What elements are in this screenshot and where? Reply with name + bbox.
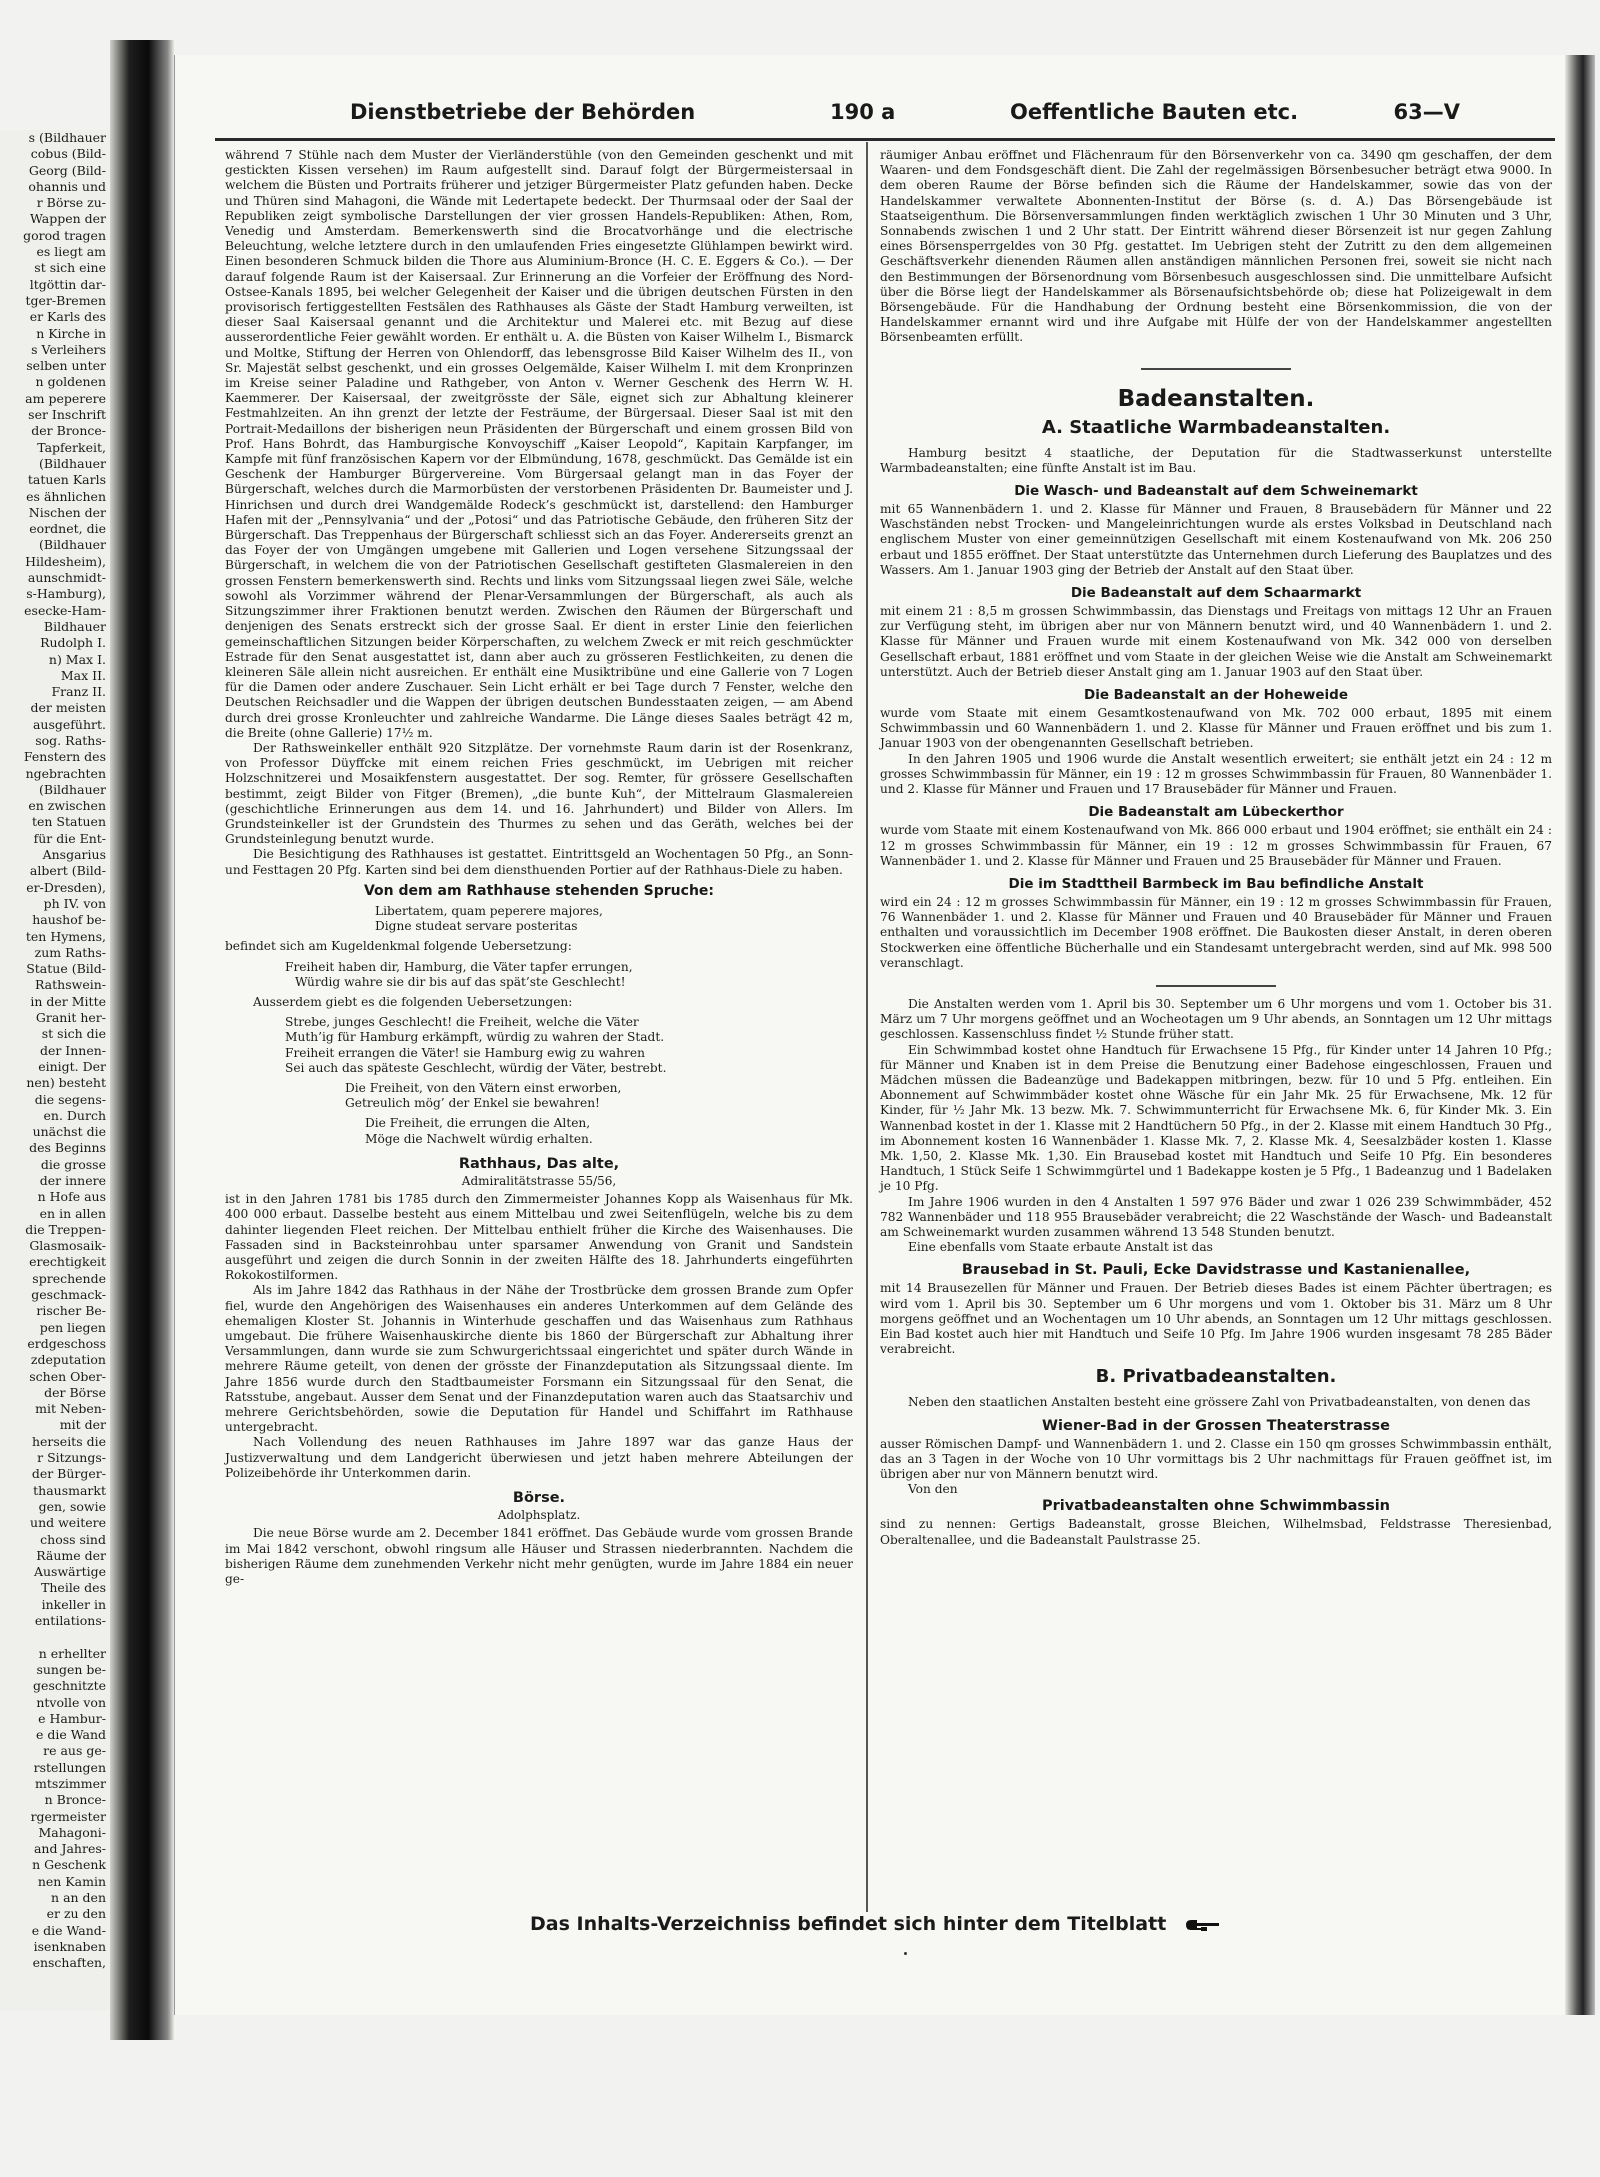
fragment-line: mit der <box>59 1417 106 1433</box>
paragraph: In den Jahren 1905 und 1906 wurde die Anstalt wesentlich erweitert; sie enthält jetzt ein 24 : 12 m grosses Schwimmbassin für Männer, ein 19 : 12 m grosses Schwimmbassin für Frauen, 80 Wannenbäder 1. und 2. Klasse für Männer und Frauen und 17 Brausebäder für Männer und Frauen. <box>880 751 1552 797</box>
page-number: 63—V <box>1393 100 1460 124</box>
fragment-line: aunschmidt- <box>27 570 106 586</box>
fragment-line: der meisten <box>30 700 106 716</box>
fragment-line: n Kirche in <box>36 325 106 341</box>
fragment-line: Franz II. <box>51 684 106 700</box>
fragment-line: n Geschenk <box>32 1857 106 1873</box>
bath-title: Wiener-Bad in der Grossen Theaterstrasse <box>1042 1417 1390 1434</box>
fragment-line: Auswärtige <box>33 1564 106 1580</box>
bath-title: Die Badeanstalt auf dem Schaarmarkt <box>1070 585 1362 602</box>
fragment-line: ngebrachten <box>25 765 106 781</box>
fragment-line: herseits die <box>31 1433 106 1449</box>
bath-title: Die im Stadttheil Barmbeck im Bau befindliche Anstalt <box>1008 875 1424 892</box>
verse-line: Digne studeat servare posteritas <box>375 919 578 934</box>
fragment-line: der Bürger- <box>31 1466 106 1482</box>
fragment-line: choss sind <box>40 1531 106 1547</box>
fragment-line: zdeputation <box>30 1352 106 1368</box>
fragment-line: Hildesheim), <box>25 553 106 569</box>
verse-line: Die Freiheit, die errungen die Alten, <box>365 1116 591 1131</box>
paragraph: Neben den staatlichen Anstalten besteht eine grössere Zahl von Privatbadeanstalten, von denen das <box>908 1395 1531 1410</box>
bath-title: Privatbadeanstalten ohne Schwimmbassin <box>1041 1498 1390 1515</box>
fragment-line: mit Neben- <box>35 1401 106 1417</box>
fragment-line: gen, sowie <box>38 1498 106 1514</box>
fragment-line: e die Wand- <box>31 1922 106 1938</box>
paragraph: Nach Vollendung des neuen Rathhauses im Jahre 1897 war das ganze Haus der Justizverwaltung und dem Landgericht überwiesen und jetzt haben mehrere Abteilungen der Polizeibehörde ihr Unterkommen darin. <box>225 1435 853 1480</box>
fragment-line: pen liegen <box>39 1319 106 1335</box>
fragment-line: tatuen Karls <box>27 472 106 488</box>
fragment-line: st sich eine <box>34 260 106 276</box>
paragraph: während 7 Stühle nach dem Muster der Vierländerstühle (von den Gemeinden geschenkt und mit gestickten Kissen versehen) im Raum aufgestellt sind. Darauf folgt der Bürgermeistersaal in welchem die Büsten und Portraits früherer und jetziger Bürgermeister Platz gefunden haben. Decke und Thüren sind Mahagoni, die Wände mit Ledertapete bedeckt. Der Thurmsaal oder der Saal der Republiken zeigt symbolische Darstellungen der vier grossen Handels-Republiken: Athen, Rom, Venedig und Amsterdam. Bemerkenswerth sind die Brocatvorhänge und die electrische Beleuchtung, welche letztere durch in den umlaufenden Fries eingesetzte Glühlampen bewirkt wird. Einen besonderen Schmuck bilden die Thore aus Aluminium-Bronce (H. C. E. Eggers & Co.). — Der darauf folgende Raum ist der Kaisersaal. Zur Erinnerung an die Vorfeier der Eröffnung des Nord-Ostsee-Kanals 1895, bei welcher Gelegenheit der Kaiser und die übrigen deutschen Fürsten in den provisorisch fertiggestellten Festsälen des Rathhauses als Gäste der Stadt Hamburg verweilten, ist dieser Saal Kaisersaal genannt und die Architektur und Malerei etc. mit Bezug auf diese ausserordentliche Feier gewählt worden. Er enthält u. A. die Büsten von Kaiser Wilhelm I., Bismarck und Moltke, Stiftung der Herren von Ohlendorff, das lebensgrosse Bild Kaiser Wilhelm des II., von Sr. Majestät selbst geschenkt, und ein grosses Oelgemälde, Kaiser Wilhelm I. mit dem Kronprinzen im Kreise seiner Paladine und Rathgeber, von Anton v. Werner Geschenk des Herrn W. H. Kaemmerer. Der Kaisersaal, der zweitgrösste der Säle, eignet sich zur Abhaltung kleinerer Festmahlzeiten. An ihn grenzt der letzte der Festräume, der Bürgersaal. Dieser Saal ist mit den Portrait-Medaillons der bisherigen neun Präsidenten der Bürgerschaft und einem grossen Bild von Prof. Hans Bohrdt, das Hamburgische Konvoyschiff „Kaiser Leopold“, Kapitain Karpfanger, im Kampfe mit fünf französischen Kapern vor der Elbmündung, 1678, geschmückt. Das Gemälde ist ein Geschenk der Hamburger Bürgervereine. Vom Bürgersaal gelangt man in das Foyer der Bürgerschaft, welches durch die Marmorbüsten der verstorbenen Präsidenten Dr. Baumeister und J. Hinrichsen und durch drei Wandgemälde Rodeck’s geschmückt ist, darstellend: den Hamburger Hafen mit der „Pennsylvania“ und der „Potosi“ und das Patriotische Gebäude, den früheren Sitz der Bürgerschaft. Das Treppenhaus der Bürgerschaft schliesst sich an das Foyer. Andererseits grenzt an das Foyer der von Umgängen umgebene mit Gallerien und Logen versehene Sitzungssaal der Bürgerschaft, in welchem die von der Patriotischen Gesellschaft gestifteten Glasmalereien in den grossen Fenstern bemerkenswerth sind. Rechts und links vom Sitzungssaal liegen zwei Säle, welche sowohl als Vorzimmer während der Plenar-Versammlungen der Bürgerschaft, als auch als Sitzungszimmer ihrer Fraktionen benutzt werden. Zwischen den Räumen der Bürgerschaft und denjenigen des Senats erstreckt sich der grosse Saal. Er dient in erster Linie den feierlichen gemeinschaftlichen Sitzungen beider Körperschaften, zu welchem Zweck er mit reich geschmückter Estrade für den Senat ausgestattet ist, dann aber auch zu grösseren Festlichkeiten, zu denen die kleineren Säle allein nicht ausreichen. Er enthält eine Musiktribüne und eine Gallerie von 7 Logen für die Damen oder andere Zuschauer. Sein Licht erhält er bei Tage durch 7 Fenster, welche den Deutschen Reichsadler und die Wappen der übrigen deutschen Bundesstaaten zeigen, — am Abend durch drei grosse Kronleuchter und zahlreiche Wandarme. Die Länge dieses Saales beträgt 42 m, die Breite (ohne Gallerie) 17½ m. <box>225 148 853 740</box>
fragment-line: n goldenen <box>35 374 106 390</box>
paragraph: mit 65 Wannenbädern 1. und 2. Klasse für Männer und Frauen, 8 Brausebädern für Männer und 22 Waschständen nebst Trocken- und Mangeleinrichtungen wurde als erstes Volksbad in Deutschland nach englischem Muster von einer gemeinnützigen Gesellschaft mit einem Kostenaufwand von Mk. 206 250 erbaut und 1855 eröffnet. Der Staat unterstützte das Unternehmen durch Lieferung des Bauplatzes und des Wassers. Am 1. Januar 1903 ging der Betrieb der Anstalt auf den Staat über. <box>880 502 1552 577</box>
fragment-line: n Hofe aus <box>37 1189 106 1205</box>
scan-speck <box>904 1952 907 1955</box>
fragment-line: erdgeschoss <box>27 1335 106 1351</box>
running-header <box>350 100 1460 136</box>
fragment-line: and Jahres- <box>33 1841 106 1857</box>
fragment-line: der Innen- <box>39 1042 106 1058</box>
bath-title: Die Badeanstalt am Lübeckerthor <box>1088 804 1344 821</box>
verse-latin <box>375 904 853 934</box>
fragment-line: sog. Raths- <box>35 732 106 748</box>
verse-line: Sei auch das späteste Geschlecht, würdig der Väter, bestrebt. <box>285 1060 667 1075</box>
verse-line: Würdig wahre sie dir bis auf das spät’ste Geschlecht! <box>295 974 626 989</box>
fragment-line: ohannis und <box>28 178 106 194</box>
section-title: Börse. <box>512 1490 566 1507</box>
fragment-line: nen) besteht <box>26 1075 106 1091</box>
fragment-line: cobus (Bild- <box>30 146 106 162</box>
fragment-line: esecke-Ham- <box>24 602 106 618</box>
chapter-title: Badeanstalten. <box>1117 385 1315 412</box>
fragment-line: ausgeführt. <box>32 716 106 732</box>
fragment-line: zum Raths- <box>34 944 106 960</box>
fragment-line: sungen be- <box>36 1661 106 1677</box>
fragment-line: die grosse <box>40 1156 106 1172</box>
fragment-line: Statue (Bild- <box>26 961 106 977</box>
fragment-line: in der Mitte <box>30 993 106 1009</box>
fragment-line: der Börse <box>44 1384 106 1400</box>
fragment-line: es ähnlichen <box>26 488 106 504</box>
paragraph: ausser Römischen Dampf- und Wannenbädern 1. und 2. Classe ein 150 qm grosses Schwimmbassin enthält, das an 3 Tagen in der Woche von 10 Uhr vormittags bis 2 Uhr nachmittags für Frauen geöffnet ist, im übrigen aber nur von Männern benutzt wird. <box>880 1436 1552 1481</box>
verse-line: Freiheit haben dir, Hamburg, die Väter tapfer errungen, <box>285 959 633 974</box>
fragment-line: s Verleihers <box>31 341 106 357</box>
fragment-line: (Bildhauer <box>39 455 106 471</box>
fragment-line: es liegt am <box>36 244 106 260</box>
fragment-line: die segens- <box>34 1091 106 1107</box>
fragment-line: Mahagoni- <box>38 1824 106 1840</box>
fragment-line: Fenstern des <box>23 749 106 765</box>
fragment-line: Nischen der <box>28 504 106 520</box>
fragment-line: enschaften, <box>32 1955 106 1971</box>
fragment-line: en zwischen <box>28 798 106 814</box>
fragment-line: (Bildhauer <box>39 781 106 797</box>
section-title: B. Privatbadeanstalten. <box>1095 1366 1337 1388</box>
verse-translation <box>365 1116 853 1146</box>
fragment-line: gorod tragen <box>23 227 106 243</box>
paragraph: wurde vom Staate mit einem Gesamtkostenaufwand von Mk. 702 000 erbaut, 1895 mit einem Schwimmbassin und 60 Wannenbädern 1. und 2. Klasse für Männer und Frauen eröffnet und bis zum 1. Januar 1903 von der obengenannten Gesellschaft betrieben. <box>880 706 1552 751</box>
paragraph: Die Besichtigung des Rathhauses ist gestattet. Eintrittsgeld an Wochentagen 50 Pfg., an Sonn- und Festtagen 20 Pfg. Karten sind bei dem diensthuenden Portier auf der Rathhaus-Diele zu haben. <box>225 847 853 877</box>
verse-line: Getreulich mög’ der Enkel sie bewahren! <box>345 1096 600 1111</box>
fragment-line: Ansgarius <box>42 847 106 863</box>
verse-translation <box>285 1015 853 1076</box>
footer-note <box>530 1913 1330 1943</box>
fragment-line: Rudolph I. <box>40 635 106 651</box>
fragment-line: e die Wand <box>35 1727 106 1743</box>
fragment-line: tger-Bremen <box>25 292 106 308</box>
paragraph: ist in den Jahren 1781 bis 1785 durch den Zimmermeister Johannes Kopp als Waisenhaus für Mk. 400 000 erbaut. Dasselbe besteht aus einem Mittelbau und zwei Seitenflügeln, welche bis zu dem dahinter liegenden Fleet reichen. Der Mittelbau enthielt früher die Kirche des Waisenhauses. Die Fassaden sind in Backsteinrohbau unter sparsamer Anwendung von Granit und Sandstein ausgeführt und zeigen die durch Sonnin in der zweiten Hälfte des 18. Jahrhunderts eingeführten Rokokostilformen. <box>225 1192 853 1283</box>
page-edge <box>1565 55 1595 2015</box>
fragment-line: rischer Be- <box>36 1303 106 1319</box>
fragment-line: r Sitzungs- <box>37 1450 106 1466</box>
paragraph: sind zu nennen: Gertigs Badeanstalt, grosse Bleichen, Wilhelmsbad, Feldstrasse Theresienbad, Oberaltenallee, und die Badeanstalt Paulstrasse 25. <box>880 1517 1552 1547</box>
fragment-line: st sich die <box>41 1026 106 1042</box>
paragraph: Der Rathsweinkeller enthält 920 Sitzplätze. Der vornehmste Raum darin ist der Rosenkranz, von Professor Düyffcke mit einem reichen Fries geschmückt, im Uebrigen mit reicher Holzschnitzerei und Mosaikfenstern ausgestattet. Der sog. Remter, für grössere Gesellschaften bestimmt, zeigt Bilder von Fitger (Bremen), „die bunte Kuh“, der Mittelraum Glasmalereien (geschichtliche Erinnerungen aus dem 14. und 16. Jahrhundert) und Bilder von Allers. Im Grundsteinkeller ist der Grundstein des Thurmes zu sehen und das Geräth, welches bei der Grundsteinlegung benutzt wurde. <box>225 740 853 847</box>
fragment-line: selben unter <box>26 358 106 374</box>
fragment-line: er-Dresden), <box>26 879 106 895</box>
footer-text: Das Inhalts-Verzeichniss befindet sich hinter dem Titelblatt <box>530 1913 1167 1935</box>
fragment-line: mtszimmer <box>35 1775 106 1791</box>
paragraph: wurde vom Staate mit einem Kostenaufwand von Mk. 866 000 erbaut und 1904 eröffnet; sie enthält ein 24 : 12 m grosses Schwimmbassin für Männer, ein 19 : 12 m grosses Schwimmbassin für Frauen, 67 Wannenbäder 1. und 2. Klasse für Männer und Frauen und 25 Brausebäder für Männer und Frauen. <box>880 823 1552 868</box>
fragment-line: Wappen der <box>29 211 106 227</box>
fragment-line: rgermeister <box>30 1808 106 1824</box>
fragment-line: geschmack- <box>31 1287 106 1303</box>
fragment-line: Räume der <box>36 1547 106 1563</box>
fragment-line: en. Durch <box>43 1107 106 1123</box>
fragment-line: eordnet, die <box>29 521 106 537</box>
paragraph: mit einem 21 : 8,5 m grossen Schwimmbassin, das Dienstags und Freitags von mittags 12 Uhr an Frauen zur Verfügung steht, im übrigen aber nur von Männern benutzt wird, und 40 Wannenbädern 1. und 2. Klasse für Männer und Frauen wurde mit einem Kostenaufwand von Mk. 342 000 von derselben Gesellschaft erbaut, 1881 eröffnet und vom Staate in der gleichen Weise wie die Anstalt am Schweinemarkt unterstützt. Auch der Betrieb dieser Anstalt ging am 1. Januar 1903 auf den Staat über. <box>880 604 1552 679</box>
fragment-line: Rathswein- <box>34 977 106 993</box>
paragraph: Als im Jahre 1842 das Rathhaus in der Nähe der Trostbrücke dem grossen Brande zum Opfer fiel, wurde den Angehörigen des Waisenhauses ein anderes Unterkommen auf dem Gelände des ehemaligen Kloster St. Johannis in Winterhude geschaffen und das Waisenhaus zum Rathhaus umgebaut. Die frühere Waisenhauskirche diente bis 1860 der Bürgerschaft zur Abhaltung ihrer Versammlungen, dann wurde sie zum Schwurgerichtssaal eingerichtet und später durch Wände in mehrere Räume geteilt, von denen der grösste der Finanzdeputation als Sitzungssaal diente. Im Jahre 1856 wurde durch den Stadtbaumeister Forsmann ein Sitzungssaal für den Senat, die Ratsstube, angebaut. Ausser dem Senat und der Finanzdeputation waren auch das Staatsarchiv und mehrere Gerichtsbehörden, sowie die Deputation für Handel und Schiffahrt im Rathhause untergebracht. <box>225 1283 853 1435</box>
verse-line: Möge die Nachwelt würdig erhalten. <box>365 1131 593 1146</box>
fragment-line: schen Ober- <box>29 1368 106 1384</box>
fragment-line: s (Bildhauer <box>28 130 106 145</box>
fragment-line: ltgöttin dar- <box>29 276 106 292</box>
paragraph: wird ein 24 : 12 m grosses Schwimmbassin für Männer, ein 19 : 12 m grosses Schwimmbassin für Frauen, 76 Wannenbäder 1. und 2. Klasse für Männer und Frauen und 40 Brausebäder für Männer und Frauen enthalten und voraussichtlich im December 1908 eröffnet. Die Baukosten dieser Anstalt, in deren oberen Stockwerken eine öffentliche Bücherhalle und ein Standesamt untergebracht werden, sind auf Mk. 998 500 veranschlagt. <box>880 894 1552 970</box>
paragraph: Die Anstalten werden vom 1. April bis 30. September um 6 Uhr morgens und vom 1. October bis 31. März um 7 Uhr morgens geöffnet und an Wocheotagen um 9 Uhr abends, an Sonntagen um 12 Uhr mittags geschlossen. Kassenschluss findet ½ Stunde früher statt. <box>880 996 1552 1042</box>
fragment-line: haushof be- <box>32 912 106 928</box>
fragment-line: en in allen <box>39 1205 106 1221</box>
fragment-line: entilations- <box>34 1613 106 1629</box>
fragment-line: Bildhauer <box>43 618 106 634</box>
fragment-line: n an den <box>51 1890 106 1906</box>
fragment-line: ten Statuen <box>31 814 106 830</box>
header-rule <box>215 138 1555 141</box>
section-rule <box>1156 985 1276 987</box>
header-right-title: Oeffentliche Bauten etc. <box>1010 100 1299 124</box>
paragraph: Ein Schwimmbad kostet ohne Handtuch für Erwachsene 15 Pfg., für Kinder unter 14 Jahren 10 Pfg.; für Männer und Knaben ist in dem Preise die Benutzung einer Badehose eingeschlossen, Frauen und Mädchen müssen die Badeanzüge und Badekappen mitbringen, bezw. für 10 und 5 Pfg. entleihen. Ein Abonnement auf Schwimmbäder kostet ohne Wäsche für ein Jahr Mk. 25 für Erwachsene, Mk. 12 für Kinder, für ½ Jahr Mk. 13 bezw. Mk. 7. Schwimmunterricht für Erwachsene Mk. 6, für Kinder Mk. 3. Ein Wannenbad kostet in der 1. Klasse mit 2 Handtüchern 50 Pfg., in der 2. Klasse mit einem Handtuch 30 Pfg., im Abonnement kosten 16 Wannenbäder 1. Klasse Mk. 7, 2. Klasse Mk. 4, Seesalzbäder kosten 1. Klasse Mk. 1,50, 2. Klasse Mk. 1,30. Ein Brausebad kostet mit Handtuch und Seife 10 Pfg. Ein besonderes Handtuch, 1 Stück Seife 1 Schwimmgürtel und 1 Badekappe kosten je 5 Pfg., 1 Badeanzug und 1 Badelaken je 10 Pfg. <box>880 1042 1552 1194</box>
fragment-line: der Bronce- <box>31 423 106 439</box>
fragment-line: er zu den <box>46 1906 106 1922</box>
fragment-line: (Bildhauer <box>39 537 106 553</box>
fragment-line: Granit her- <box>35 1010 106 1026</box>
paragraph: mit 14 Brausezellen für Männer und Frauen. Der Betrieb dieses Bades ist einem Pächter übertragen; es wird vom 1. April bis 30. September um 6 Uhr morgens und vom 1. Oktober bis 31. März um 8 Uhr morgens geöffnet und an Wochentagen um 10 Uhr abends, an Sonntagen um 12 Uhr mittags geschlossen. Ein Bad kostet auch hier mit Handtuch und Seife 10 Pfg. Im Jahre 1906 wurden insgesamt 78 285 Bäder verabreicht. <box>880 1281 1552 1357</box>
fragment-line: thausmarkt <box>33 1482 106 1498</box>
fragment-line: Theile des <box>41 1580 106 1596</box>
fragment-line: e Hambur- <box>38 1710 106 1726</box>
book-gutter <box>110 40 174 2040</box>
section-title: A. Staatliche Warmbadeanstalten. <box>1041 416 1391 438</box>
section-title: Rathhaus, Das alte, <box>458 1155 620 1172</box>
paragraph: befindet sich am Kugeldenkmal folgende Uebersetzung: <box>225 939 572 954</box>
verse-line: Freiheit errangen die Väter! sie Hamburg ewig zu wahren <box>285 1045 645 1060</box>
fragment-line: Glasmosaik- <box>29 1238 106 1254</box>
fragment-line: geschnitzte <box>33 1678 106 1694</box>
fragment-line: n) Max I. <box>48 651 106 667</box>
fragment-line: Tapferkeit, <box>37 439 106 455</box>
fragment-line: des Beginns <box>29 1140 106 1156</box>
left-column <box>225 148 853 1587</box>
fragment-line: re aus ge- <box>43 1743 106 1759</box>
paragraph: Im Jahre 1906 wurden in den 4 Anstalten 1 597 976 Bäder und zwar 1 026 239 Schwimmbäder, 452 782 Wannenbäder und 118 955 Brausebäder verabreicht; die 22 Waschstände der Wasch- und Badeanstalt am Schweinemarkt wurden zusammen während 13 548 Stunden benutzt. <box>880 1194 1552 1239</box>
fragment-line: n Bronce- <box>44 1792 106 1808</box>
paragraph: Eine ebenfalls vom Staate erbaute Anstalt ist das <box>908 1240 1213 1255</box>
right-column <box>880 148 1552 1548</box>
fragment-line: erechtigkeit <box>29 1254 106 1270</box>
fragment-line: ntvolle von <box>36 1694 106 1710</box>
section-rule <box>1141 368 1291 370</box>
header-page-ref: 190 a <box>830 100 896 124</box>
fragment-line: rstellungen <box>33 1759 106 1775</box>
bath-title: Die Wasch- und Badeanstalt auf dem Schweinemarkt <box>1014 483 1418 500</box>
fragment-line: am peperere <box>25 390 106 406</box>
verse-line: Muth’ig für Hamburg erkämpft, würdig zu wahren der Stadt. <box>285 1030 665 1045</box>
fragment-line: nen Kamin <box>37 1873 106 1889</box>
pointing-hand-icon <box>1183 1917 1221 1933</box>
fragment-line: r Börse zu- <box>36 195 106 211</box>
fragment-line: inkeller in <box>41 1596 106 1612</box>
fragment-line: sprechende <box>32 1270 106 1286</box>
paragraph: Die neue Börse wurde am 2. December 1841 eröffnet. Das Gebäude wurde vom grossen Brande im Mai 1842 verschont, obwohl ringsum alle Häuser und Strassen niederbrannten. Nachdem die bisherigen Räume dem zunehmenden Verkehr nicht mehr genügten, wurde im Jahre 1884 ein neuer ge- <box>225 1526 853 1587</box>
paragraph: räumiger Anbau eröffnet und Flächenraum für den Börsenverkehr von ca. 3490 qm geschaffen, der dem Waaren- und dem Fondsgeschäft dient. Die Zahl der regelmässigen Börsenbesucher beträgt etwa 9000. In dem oberen Raume der Börse befinden sich die Räume der Handelskammer, sowie das von der Handelskammer verwaltete Abonnenten-Institut der Börse (s. d. A.) Das Börsengebäude ist Staatseigenthum. Die Börsenversammlungen finden werktäglich zwischen 1 Uhr 30 Minuten und 3 Uhr, Sonnabends zwischen 1 und 2 Uhr statt. Der Eintritt während dieser Börsenzeit ist nur gegen Zahlung eines Börsensperrgeldes von 30 Pfg. gestattet. Im Uebrigen steht der Zutritt zu den dem allgemeinen Geschäftsverkehr dienenden Räumen allen anständigen männlichen Personen frei, soweit sie nicht nach den Bestimmungen der Börsenordnung vom Börsenbesuch ausgeschlossen sind. Die unmittelbare Aufsicht über die Börse liegt der Handelskammer als Börsenaufsichtsbehörde ob; diese hat Polizeigewalt in dem Börsengebäude. Für die Handhabung der Ordnung besteht eine Börsenkommission, die von der Handelskammer ernannt wird und ihre Aufgabe mit Hülfe der von der Handelskammer angestellten Börsenbeamten erfüllt. <box>880 148 1552 345</box>
fragment-line: ten Hymens, <box>25 928 106 944</box>
paragraph: Ausserdem giebt es die folgenden Uebersetzungen: <box>253 994 573 1009</box>
bath-title: Die Badeanstalt an der Hoheweide <box>1083 687 1349 704</box>
section-address: Admiralitätstrasse 55/56, <box>461 1174 617 1188</box>
fragment-line: n erhellter <box>38 1645 106 1661</box>
fragment-line <box>0 1629 110 1645</box>
bath-title: Brausebad in St. Pauli, Ecke Davidstrasse und Kastanienallee, <box>961 1262 1471 1279</box>
fragment-line: und weitere <box>30 1515 106 1531</box>
verse-line: Die Freiheit, von den Vätern einst erworben, <box>345 1080 622 1095</box>
fragment-line: für die Ent- <box>33 830 106 846</box>
paragraph: Hamburg besitzt 4 staatliche, der Deputation für die Stadtwasserkunst unterstellte Warmbadeanstalten; eine fünfte Anstalt ist im Bau. <box>880 445 1552 475</box>
verse-line: Strebe, junges Geschlecht! die Freiheit, welche die Väter <box>285 1015 639 1030</box>
section-title: Von dem am Rathhause stehenden Spruche: <box>363 882 715 899</box>
fragment-line: einigt. Der <box>38 1058 106 1074</box>
fragment-line: isenknaben <box>33 1938 106 1954</box>
fragment-line: Max II. <box>60 667 106 683</box>
fragment-line: die Treppen- <box>25 1221 106 1237</box>
fragment-line: albert (Bild- <box>29 863 106 879</box>
verse-translation <box>285 960 853 990</box>
header-left-title: Dienstbetriebe der Behörden <box>350 100 696 124</box>
fragment-line: ph IV. von <box>43 895 106 911</box>
fragment-line: er Karls des <box>29 309 106 325</box>
verse-translation <box>345 1081 853 1111</box>
verse-line: Libertatem, quam peperere majores, <box>375 903 603 918</box>
fragment-line: ser Inschrift <box>28 407 106 423</box>
section-address: Adolphsplatz. <box>497 1508 581 1523</box>
column-divider <box>866 142 868 1912</box>
fragment-line: Georg (Bild- <box>28 162 106 178</box>
fragment-line: der innere <box>39 1173 106 1188</box>
paragraph: Von den <box>908 1482 958 1497</box>
fragment-line: unächst die <box>32 1124 106 1140</box>
previous-page-fragment <box>0 130 110 2010</box>
fragment-line: s-Hamburg), <box>26 586 106 602</box>
